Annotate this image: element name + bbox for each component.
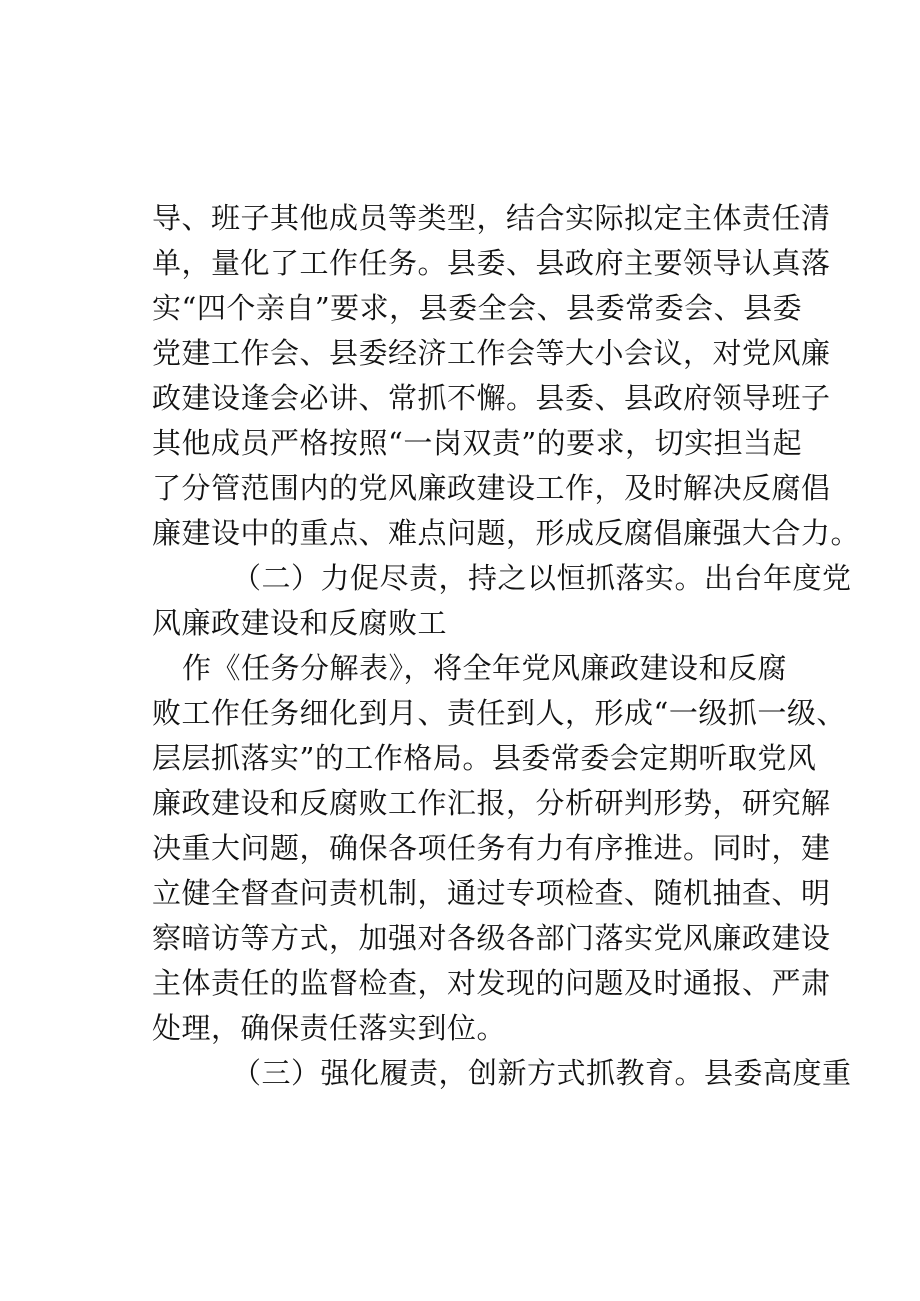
- text-line-17: 察暗访等方式，加强对各级各部门落实党风廉政建设: [152, 921, 831, 955]
- text-line-6: 其他成员严格按照“一岗双责”的要求，切实担当起: [152, 426, 803, 460]
- text-line-2: 单，量化了工作任务。县委、县政府主要领导认真落: [152, 246, 831, 280]
- section-heading-3: （三）强化履责，创新方式抓教育。县委高度重: [232, 1056, 852, 1090]
- text-line-3: 实“四个亲自”要求，县委全会、县委常委会、县委: [152, 291, 803, 325]
- text-line-1: 导、班子其他成员等类型，结合实际拟定主体责任清: [152, 201, 831, 235]
- text-line-8: 廉建设中的重点、难点问题，形成反腐倡廉强大合力。: [152, 516, 861, 550]
- text-line-4: 党建工作会、县委经济工作会等大小会议，对党风廉: [152, 336, 831, 370]
- text-line-12: 败工作任务细化到月、责任到人，形成“一级抓一级、: [152, 696, 846, 730]
- section-heading-2: （二）力促尽责，持之以恒抓落实。出台年度党: [232, 561, 852, 595]
- text-line-14: 廉政建设和反腐败工作汇报，分析研判形势，研究解: [152, 786, 831, 820]
- text-line-19: 处理，确保责任落实到位。: [152, 1011, 507, 1045]
- text-line-10: 风廉政建设和反腐败工: [152, 606, 448, 640]
- text-line-13: 层层抓落实”的工作格局。县委常委会定期听取党风: [152, 741, 817, 775]
- text-line-11: 作《任务分解表》，将全年党风廉政建设和反腐: [182, 651, 788, 685]
- text-line-16: 立健全督查问责机制，通过专项检查、随机抽查、明: [152, 876, 831, 910]
- text-line-15: 决重大问题，确保各项任务有力有序推进。同时，建: [152, 831, 831, 865]
- text-line-18: 主体责任的监督检查，对发现的问题及时通报、严肃: [152, 966, 831, 1000]
- text-line-5: 政建设逢会必讲、常抓不懈。县委、县政府领导班子: [152, 381, 831, 415]
- text-line-7: 了分管范围内的党风廉政建设工作，及时解决反腐倡: [152, 471, 831, 505]
